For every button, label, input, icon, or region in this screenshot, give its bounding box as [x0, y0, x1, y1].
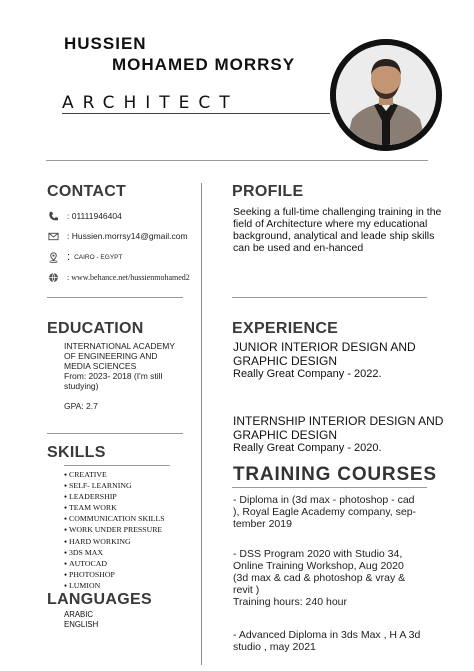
experience-item — [233, 340, 416, 381]
experience-item — [233, 414, 443, 455]
skills-list — [64, 470, 165, 592]
skills-underline — [64, 465, 170, 466]
gpa: GPA: 2.7 — [64, 401, 98, 411]
education-heading: EDUCATION — [47, 320, 144, 337]
profile-heading: PROFILE — [232, 183, 304, 200]
training-line: ), Royal Eagle Academy company, sep- — [233, 506, 417, 518]
contact-email — [47, 229, 188, 243]
contact-location — [47, 250, 122, 264]
envelope-icon — [47, 230, 59, 242]
skill-item: ● TEAM WORK — [64, 503, 165, 514]
job-company: Really Great Company - 2020. — [233, 442, 382, 454]
job-company: Really Great Company - 2022. — [233, 368, 382, 380]
skill-item: ● HARD WORKING — [64, 537, 165, 548]
skill-item: ● COMMUNICATION SKILLS — [64, 514, 165, 525]
education-dates: studying) — [64, 381, 99, 391]
contact-phone — [47, 209, 122, 223]
phone-icon — [47, 210, 59, 222]
education-dates: From: 2023- 2018 (I'm still — [64, 371, 163, 381]
education-divider — [47, 433, 183, 434]
skill-item: ● 3DS MAX — [64, 548, 165, 559]
job-title-line: GRAPHIC DESIGN — [233, 428, 338, 442]
job-title-line: JUNIOR INTERIOR DESIGN AND — [233, 340, 416, 354]
globe-icon — [47, 271, 59, 283]
skill-item: ● SELF- LEARNING — [64, 481, 165, 492]
experience-heading: EXPERIENCE — [232, 320, 339, 337]
training-line: Online Training Workshop, Aug 2020 — [233, 560, 404, 572]
training-heading: TRAINING COURSES — [233, 464, 437, 485]
training-line: tember 2019 — [233, 518, 292, 530]
skill-item: ● LEADERSHIP — [64, 492, 165, 503]
training-item — [233, 548, 447, 608]
job-title: ARCHITECT — [62, 93, 239, 113]
contact-website — [47, 270, 190, 284]
training-line: revit ) — [233, 584, 260, 596]
profile-summary: Seeking a full-time challenging training in the field of Architecture where my educational background, analytical and leade ship skills can be used and en-hanced — [233, 206, 442, 254]
training-line: - Advanced Diploma in 3ds Max , H A 3d — [233, 629, 421, 641]
training-underline — [232, 487, 427, 488]
education-details — [64, 341, 196, 411]
phone-number: : 01111946404 — [67, 211, 122, 221]
training-item — [233, 629, 447, 653]
school-name-line: INTERNATIONAL ACADEMY — [64, 341, 175, 351]
languages-heading: LANGUAGES — [47, 591, 152, 608]
training-line: Training hours: 240 hour — [233, 596, 348, 608]
school-name-line: OF ENGINEERING AND — [64, 351, 158, 361]
school-name-line: MEDIA SCIENCES — [64, 361, 137, 371]
training-line: - DSS Program 2020 with Studio 34, — [233, 548, 403, 560]
training-line: studio , may 2021 — [233, 641, 316, 653]
skill-item: ● CREATIVE — [64, 470, 165, 481]
skill-item: ● WORK UNDER PRESSURE — [64, 525, 165, 536]
website-url[interactable]: : www.behance.net/hussienmohamed2 — [67, 272, 190, 282]
training-line: (3d max & cad & photoshop & vray & — [233, 572, 406, 584]
job-title-line: INTERNSHIP INTERIOR DESIGN AND — [233, 414, 444, 428]
last-name: MOHAMED MORRSY — [112, 55, 296, 74]
training-line: - Diploma in (3d max - photoshop - cad — [233, 494, 415, 506]
language-item: ARABIC — [64, 610, 94, 619]
profile-photo-image — [330, 39, 442, 151]
title-underline — [62, 113, 330, 114]
language-item: ENGLISH — [64, 620, 99, 629]
location-colon: : — [67, 251, 71, 263]
skill-item: ● PHOTOSHOP — [64, 570, 165, 581]
training-item — [233, 494, 447, 530]
skills-heading: SKILLS — [47, 444, 106, 461]
skill-item: ● AUTOCAD — [64, 559, 165, 570]
location-text: CAIRO - EGYPT — [74, 253, 123, 261]
header-divider — [46, 160, 428, 161]
job-title-line: GRAPHIC DESIGN — [233, 354, 338, 368]
column-divider — [201, 183, 202, 665]
first-name: HUSSIEN — [64, 34, 147, 53]
profile-photo — [330, 39, 442, 151]
map-pin-icon — [47, 251, 59, 263]
skill-item: ● LUMION — [64, 581, 165, 592]
contact-heading: CONTACT — [47, 183, 127, 200]
contact-divider — [47, 297, 183, 298]
profile-divider — [232, 297, 427, 298]
email-address: : Hussien.morrsy14@gmail.com — [67, 231, 188, 241]
